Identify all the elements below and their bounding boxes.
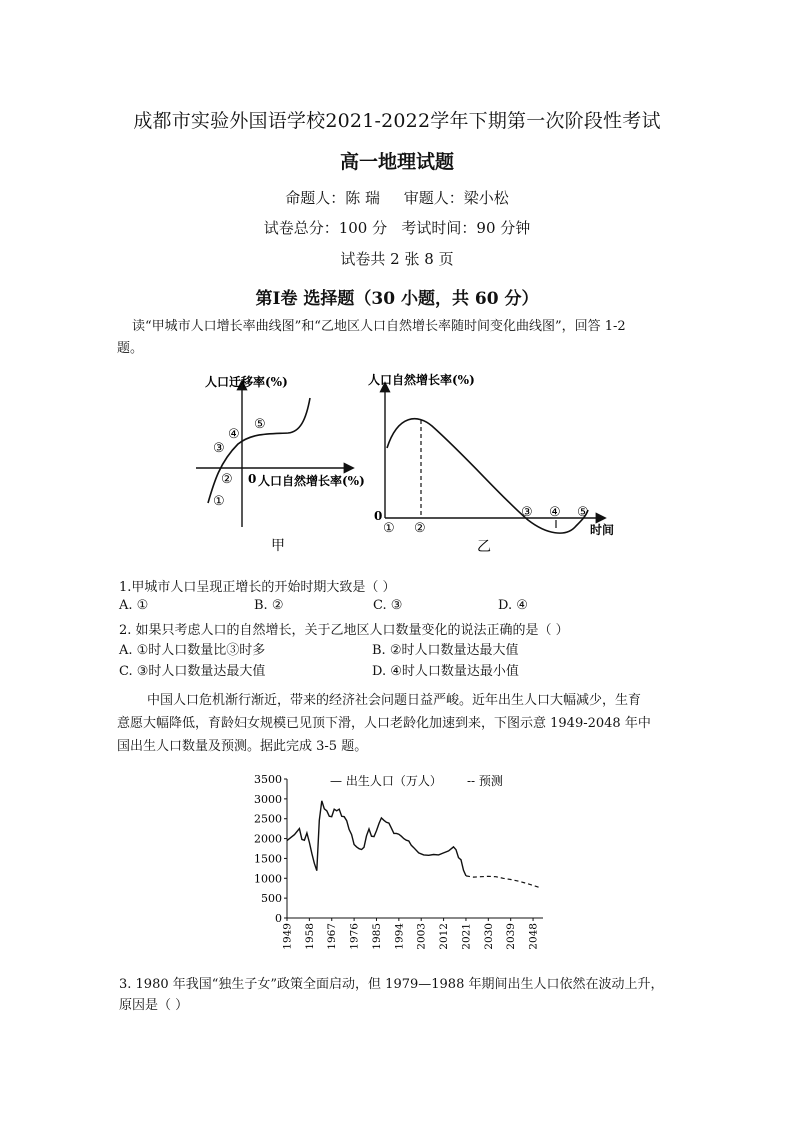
x-tick-label: 2021 bbox=[460, 923, 473, 950]
y-tick-label: 1000 bbox=[254, 872, 282, 886]
q1-option-c[interactable]: C. ③ bbox=[373, 598, 403, 613]
yi-marker-1: ① bbox=[383, 521, 395, 536]
legend-actual: — 出生人口（万人） bbox=[330, 774, 442, 788]
yi-marker-2: ② bbox=[414, 521, 426, 536]
y-tick-label: 1500 bbox=[254, 852, 282, 866]
intro1-line2: 题。 bbox=[117, 341, 144, 356]
section-title: 第Ⅰ卷 选择题（30 小题，共 60 分） bbox=[255, 289, 539, 309]
x-tick-label: 2039 bbox=[505, 923, 518, 950]
jia-marker-4: ④ bbox=[228, 427, 240, 442]
q1-option-d[interactable]: D. ④ bbox=[498, 598, 528, 613]
yi-xlabel: 时间 bbox=[590, 523, 615, 537]
y-tick-label: 500 bbox=[261, 892, 282, 906]
q1-stem: 1.甲城市人口呈现正增长的开始时期大致是（ ） bbox=[119, 580, 396, 595]
x-tick-label: 1967 bbox=[326, 923, 339, 950]
y-tick-label: 3000 bbox=[254, 792, 282, 806]
exam-title: 成都市实验外国语学校2021-2022学年下期第一次阶段性考试 bbox=[133, 110, 661, 132]
y-tick-label: 0 bbox=[275, 912, 282, 925]
x-tick-label: 2012 bbox=[438, 923, 451, 950]
y-tick-label: 2500 bbox=[254, 812, 282, 826]
figure-jia-yi bbox=[0, 360, 794, 560]
x-tick-label: 1994 bbox=[393, 923, 406, 950]
intro2-line1: 中国人口危机渐行渐近，带来的经济社会问题日益严峻。近年出生人口大幅减少，生育 bbox=[147, 693, 642, 708]
x-tick-label: 1985 bbox=[370, 923, 383, 950]
x-tick-label: 1958 bbox=[303, 923, 316, 950]
yi-caption: 乙 bbox=[477, 539, 491, 555]
exam-authors: 命题人：陈 瑞 审题人：梁小松 bbox=[285, 189, 509, 207]
jia-caption: 甲 bbox=[271, 538, 285, 554]
q2-option-b[interactable]: B. ②时人口数量达最大值 bbox=[372, 643, 519, 658]
q2-option-d[interactable]: D. ④时人口数量达最小值 bbox=[372, 664, 519, 679]
x-tick-label: 2030 bbox=[482, 923, 495, 950]
legend-forecast: -- 预测 bbox=[467, 774, 503, 788]
yi-marker-4: ④ bbox=[549, 505, 561, 520]
q2-option-a[interactable]: A. ①时人口数量比③时多 bbox=[119, 643, 266, 658]
y-tick-label: 2000 bbox=[254, 832, 282, 846]
series-actual-line bbox=[287, 801, 466, 876]
q3-stem: 3. 1980 年我国“独生子女”政策全面启动，但 1979—1988 年期间出生人口依然在波动上升， bbox=[119, 977, 664, 992]
x-tick-label: 1976 bbox=[348, 923, 361, 950]
jia-origin: 0 bbox=[248, 472, 257, 486]
jia-marker-1: ① bbox=[213, 494, 225, 509]
birth-chart bbox=[0, 760, 794, 960]
jia-ylabel: 人口迁移率(%) bbox=[205, 375, 288, 389]
x-tick-label: 2003 bbox=[415, 923, 428, 950]
jia-marker-5: ⑤ bbox=[254, 417, 266, 432]
q1-option-b[interactable]: B. ② bbox=[254, 598, 284, 613]
intro1-line1: 读“甲城市人口增长率曲线图”和“乙地区人口自然增长率随时间变化曲线图”，回答 1-2 bbox=[132, 319, 626, 334]
series-forecast-line bbox=[466, 876, 541, 888]
jia-xlabel: 人口自然增长率(%) bbox=[258, 474, 365, 488]
jia-marker-3: ③ bbox=[213, 441, 225, 456]
q3-stem-2: 原因是（ ） bbox=[119, 998, 189, 1013]
q1-option-a[interactable]: A. ① bbox=[119, 598, 149, 613]
y-tick-label: 3500 bbox=[254, 773, 282, 786]
x-tick-label: 2048 bbox=[527, 923, 540, 950]
yi-ylabel: 人口自然增长率(%) bbox=[368, 373, 475, 387]
yi-marker-5: ⑤ bbox=[577, 505, 589, 520]
intro2-line3: 国出生人口数量及预测。据此完成 3-5 题。 bbox=[117, 739, 368, 754]
exam-pages: 试卷共 2 张 8 页 bbox=[340, 250, 454, 268]
intro2-line2: 意愿大幅降低，育龄妇女规模已见顶下滑，人口老龄化加速到来，下图示意 1949-2048 年中 bbox=[117, 716, 651, 731]
q2-stem: 2. 如果只考虑人口的自然增长，关于乙地区人口数量变化的说法正确的是（ ） bbox=[119, 623, 569, 638]
jia-marker-2: ② bbox=[221, 472, 233, 487]
yi-origin: 0 bbox=[374, 509, 383, 523]
yi-marker-3: ③ bbox=[521, 505, 533, 520]
exam-score-time: 试卷总分：100 分 考试时间：90 分钟 bbox=[263, 219, 531, 237]
exam-subtitle: 高一地理试题 bbox=[339, 151, 454, 173]
q2-option-c[interactable]: C. ③时人口数量达最大值 bbox=[119, 664, 266, 679]
x-tick-label: 1949 bbox=[281, 923, 294, 950]
